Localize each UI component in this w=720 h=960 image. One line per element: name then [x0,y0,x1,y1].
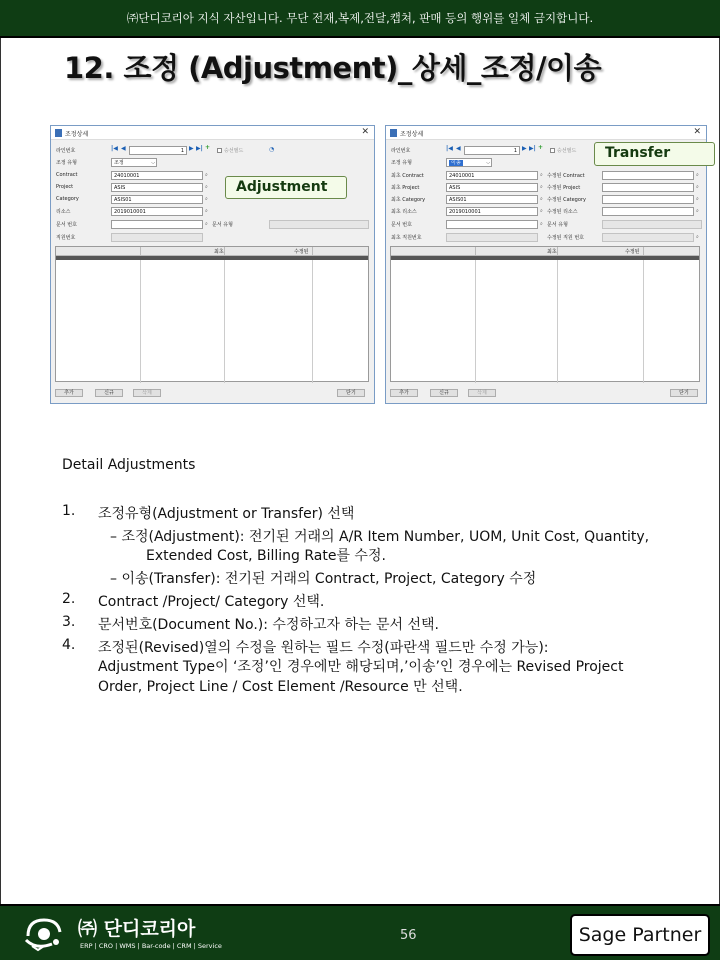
grid-header [56,247,368,256]
grid-divider [312,256,313,383]
doc-no-field[interactable] [446,220,538,229]
sage-partner-logo: Sage Partner [570,914,710,956]
employee-field [446,233,538,242]
list-subitem-cont: Extended Cost, Billing Rate를 수정. [146,548,386,564]
document-icon [390,129,397,137]
list-item-cont: Adjustment Type이 ‘조정’인 경우에만 해당되며,’이송’인 경우에는 Revised Project [98,659,624,675]
finder-icon[interactable]: ⌕ [696,184,699,190]
grid-divider [224,256,225,383]
footer [0,904,720,960]
label-doc-type: 문서 유형 [212,222,233,228]
nav-last-icon[interactable]: ▶| [529,145,536,152]
company-logo-icon [22,914,66,954]
grid-header-revised: 수정된 [294,249,309,255]
nav-prev-icon[interactable]: ◀ [121,145,126,152]
close-button[interactable]: 닫기 [337,389,365,397]
grid-header-original: 최초 [214,249,224,255]
list-item-cont: Order, Project Line / Cost Element /Resource 만 선택. [98,679,463,695]
type-value: 조정 [114,160,124,166]
label-resource: 리소스 [56,209,71,215]
checkbox[interactable] [550,148,555,153]
resource-field[interactable]: 2019010001 [111,207,203,216]
label-orig-contract: 최초 Contract [391,173,424,179]
finder-icon[interactable]: ⌕ [205,221,208,227]
list-item: 문서번호(Document No.): 수정하고자 하는 문서 선택. [98,617,439,633]
finder-icon[interactable]: ⌕ [205,172,208,178]
finder-icon[interactable]: ⌕ [696,196,699,202]
type-select[interactable] [446,158,492,167]
line-no-field[interactable] [464,146,520,155]
grid-divider [224,247,225,256]
label-rev-resource: 수정된 리소스 [547,209,578,215]
add-button[interactable]: 추가 [55,389,83,397]
dialog-titlebar [51,126,374,140]
nav-last-icon[interactable]: ▶| [196,145,203,152]
contract-field[interactable]: 24010001 [446,171,538,180]
line-no-value: 1 [180,148,184,154]
list-subitem: – 이송(Transfer): 전기된 거래의 Contract, Project, Category 수정 [110,571,537,587]
label-contract: Contract [56,172,78,178]
delete-button[interactable]: 삭제 [133,389,161,397]
chevron-down-icon: ⌵ [151,160,155,166]
grid-divider [643,256,644,383]
grid-divider [312,247,313,256]
list-number: 3. [62,614,76,630]
finder-icon[interactable]: ⌕ [540,208,543,214]
type-select[interactable] [111,158,157,167]
label-line-no: 라인번호 [391,148,411,154]
employee-field [111,233,203,242]
close-button[interactable]: 닫기 [670,389,698,397]
new-button[interactable]: 신규 [95,389,123,397]
label-doc-type: 문서 유형 [547,222,568,228]
label-employee: 직원번호 [56,235,76,241]
nav-prev-icon[interactable]: ◀ [456,145,461,152]
transfer-dialog [385,125,707,404]
label-rev-project: 수정된 Project [547,185,581,191]
nav-first-icon[interactable]: |◀ [111,145,118,152]
grid-divider [140,256,141,383]
add-line-icon[interactable]: + [205,144,211,151]
label-category: Category [56,196,79,202]
finder-icon[interactable]: ⌕ [696,208,699,214]
transfer-callout: Transfer [594,142,715,166]
dialog-titlebar [386,126,706,140]
detail-grid[interactable] [390,246,700,382]
adjustment-callout: Adjustment [225,176,347,199]
copyright-banner: ㈜단디코리아 지식 자산입니다. 무단 전재,복제,전달,캡쳐, 판매 등의 행위를 일체 금지합니다. [0,0,720,38]
add-button[interactable]: 추가 [390,389,418,397]
revised-resource-field[interactable] [602,207,694,216]
doc-type-field [269,220,369,229]
grid-divider [475,247,476,256]
line-no-value: 1 [513,148,517,154]
resource-field[interactable]: 2019010001 [446,207,538,216]
grid-divider [475,256,476,383]
project-field[interactable]: ASIS [111,183,203,192]
close-icon[interactable]: ✕ [693,127,701,137]
label-rev-category: 수정된 Category [547,197,586,203]
revised-project-field[interactable] [602,183,694,192]
chevron-down-icon: ⌵ [486,160,490,166]
detail-grid[interactable] [55,246,369,382]
document-icon [55,129,62,137]
contract-field[interactable]: 24010001 [111,171,203,180]
grid-header-revised: 수정된 [625,249,640,255]
list-subitem: – 조정(Adjustment): 전기된 거래의 A/R Item Number, UOM, Unit Cost, Quantity, [110,529,650,545]
close-icon[interactable]: ✕ [361,127,369,137]
label-orig-project: 최초 Project [391,185,420,191]
label-orig-resource: 최초 리소스 [391,209,417,215]
category-field[interactable]: ASIS01 [111,195,203,204]
nav-first-icon[interactable]: |◀ [446,145,453,152]
list-number: 1. [62,503,76,519]
grid-divider [140,247,141,256]
finder-icon[interactable]: ⌕ [540,196,543,202]
grid-selected-row[interactable] [391,256,699,260]
revised-category-field[interactable] [602,195,694,204]
label-type: 조정 유형 [56,160,77,166]
list-item: 조정된(Revised)열의 수정을 원하는 필드 수정(파란색 필드만 수정 가능): [98,640,549,656]
grid-divider [557,247,558,256]
grid-selected-row[interactable] [56,256,368,260]
label-line-no: 라인번호 [56,148,76,154]
add-line-icon[interactable]: + [538,144,544,151]
finder-icon[interactable]: ⌕ [205,184,208,190]
list-number: 2. [62,591,76,607]
grid-divider [643,247,644,256]
label-orig-category: 최초 Category [391,197,426,203]
label-project: Project [56,184,74,190]
finder-icon[interactable]: ⌕ [540,221,543,227]
grid-header-original: 최초 [547,249,557,255]
category-field[interactable]: ASIS01 [446,195,538,204]
doc-type-field [602,220,702,229]
page-number: 56 [400,928,417,943]
label-type: 조정 유형 [391,160,412,166]
label-doc-no: 문서 번호 [391,222,412,228]
company-tagline: ERP | CRO | WMS | Bar-code | CRM | Service [80,942,222,950]
label-doc-no: 문서 번호 [56,222,77,228]
finder-icon[interactable]: ⌕ [540,172,543,178]
grid-header [391,247,699,256]
label-rev-contract: 수정된 Contract [547,173,585,179]
checkbox-label: 승선필드 [224,148,244,154]
finder-icon[interactable]: ⌕ [696,172,699,178]
type-value: 이송 [451,160,461,166]
doc-no-field[interactable] [111,220,203,229]
new-button[interactable]: 신규 [430,389,458,397]
detail-icon[interactable]: ◔ [269,146,275,153]
list-number: 4. [62,637,76,653]
finder-icon[interactable]: ⌕ [696,234,699,240]
label-orig-employee: 최초 직원번호 [391,235,422,241]
checkbox-label: 승선필드 [557,148,577,154]
delete-button[interactable]: 삭제 [468,389,496,397]
dialog-title: 조정상세 [65,131,89,138]
finder-icon[interactable]: ⌕ [205,208,208,214]
revised-employee-field [602,233,694,242]
dialog-title: 조정상세 [400,131,424,138]
revised-contract-field[interactable] [602,171,694,180]
company-name: ㈜ 단디코리아 [78,918,196,940]
grid-divider [557,256,558,383]
finder-icon[interactable]: ⌕ [540,184,543,190]
list-item: Contract /Project/ Category 선택. [98,594,325,610]
line-no-field[interactable] [129,146,187,155]
page-title: 12. 조정 (Adjustment)_상세_조정/이송 [64,51,602,85]
finder-icon[interactable]: ⌕ [205,196,208,202]
section-heading: Detail Adjustments [62,457,196,473]
nav-next-icon[interactable]: ▶ [189,145,194,152]
list-item: 조정유형(Adjustment or Transfer) 선택 [98,506,355,522]
nav-next-icon[interactable]: ▶ [522,145,527,152]
checkbox[interactable] [217,148,222,153]
label-rev-employee: 수정된 직원 번호 [547,235,584,241]
adjustment-dialog [50,125,375,404]
project-field[interactable]: ASIS [446,183,538,192]
